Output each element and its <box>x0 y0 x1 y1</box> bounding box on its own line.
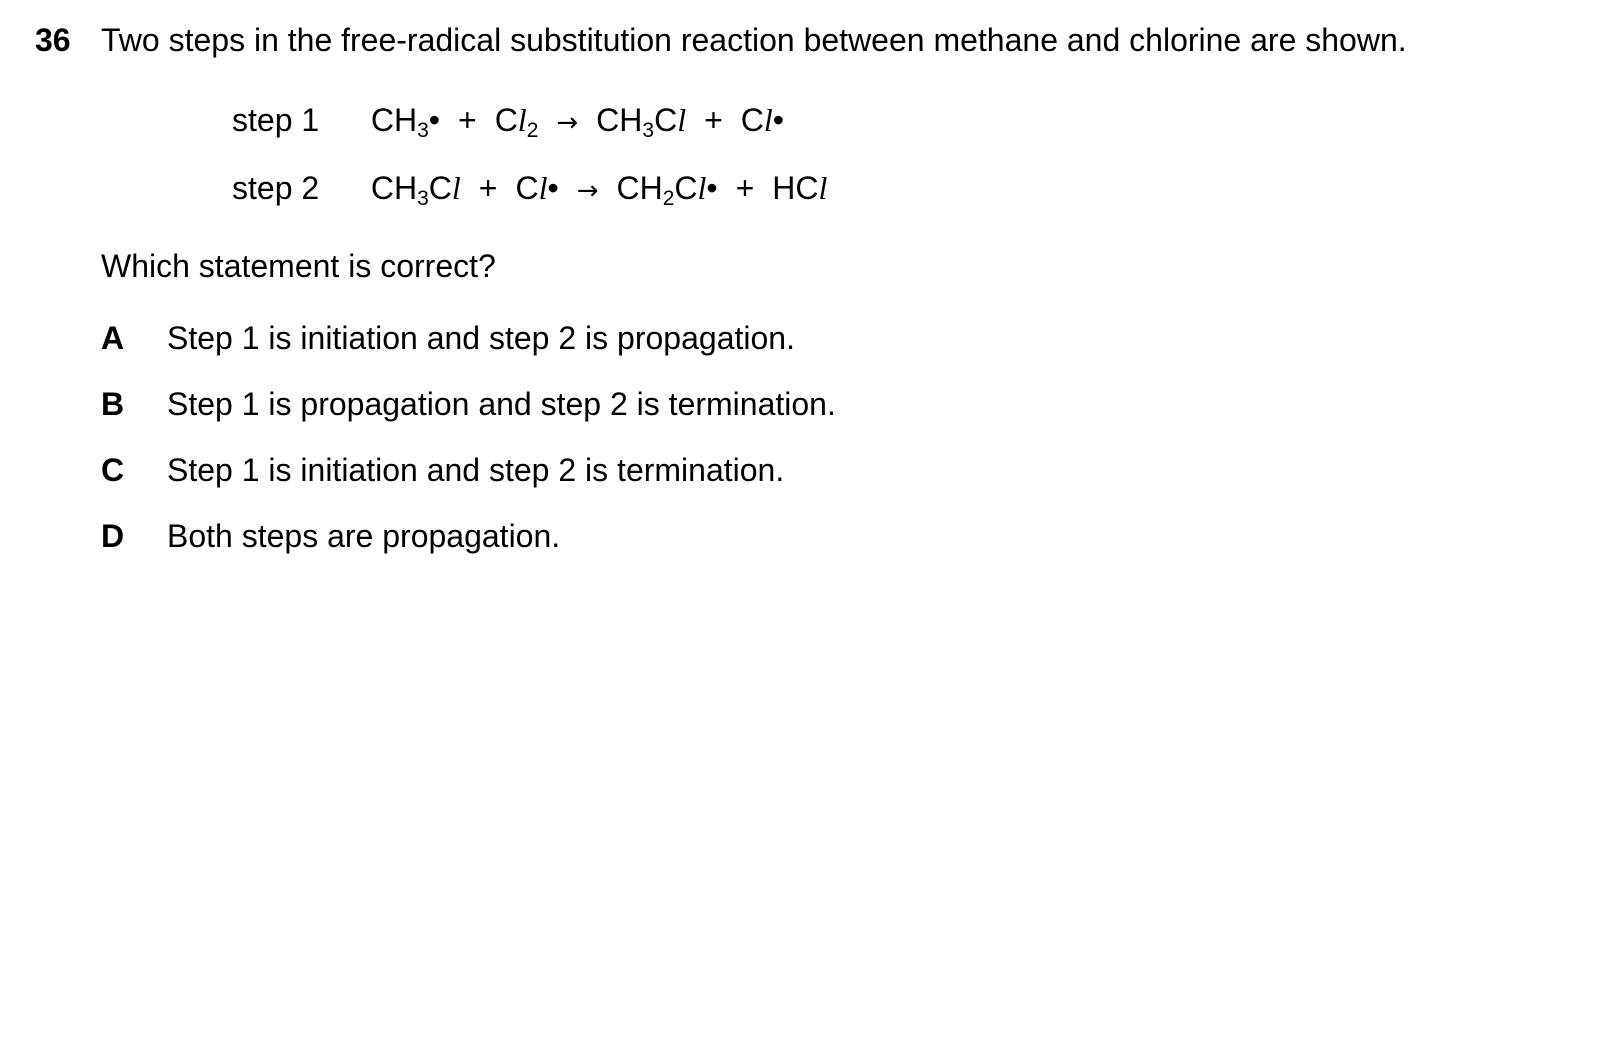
question-stem: Two steps in the free-radical substitution reaction between methane and chlorine are shown. <box>101 22 1407 58</box>
reaction-arrow: → <box>576 176 599 206</box>
step-label: step 2 <box>232 170 320 206</box>
option-text: Step 1 is initiation and step 2 is termination. <box>167 452 785 488</box>
option-text: Step 1 is initiation and step 2 is propagation. <box>167 320 795 356</box>
option-letter: A <box>101 320 125 356</box>
option-letter: D <box>101 518 125 554</box>
equation: $CH_3Cl$ + Cl• → $CH_2Cl•$ + HCl <box>370 170 828 210</box>
step-label: step 1 <box>232 102 320 138</box>
option-b[interactable] <box>101 384 836 424</box>
option-d[interactable] <box>101 516 560 556</box>
option-letter: B <box>101 386 125 422</box>
reaction-step-2 <box>232 168 827 211</box>
option-a[interactable] <box>101 318 795 358</box>
option-c[interactable] <box>101 450 784 490</box>
reaction-step-1 <box>232 100 784 143</box>
reaction-arrow: → <box>556 108 579 138</box>
option-text: Step 1 is propagation and step 2 is termination. <box>167 386 836 422</box>
option-text: Both steps are propagation. <box>167 518 561 554</box>
equation: $CH_3• + Cl_2 \to CH_3Cl$ + Cl• <box>370 102 784 142</box>
question-prompt: Which statement is correct? <box>101 248 496 284</box>
question-number: 36 <box>35 22 71 58</box>
option-letter: C <box>101 452 125 488</box>
